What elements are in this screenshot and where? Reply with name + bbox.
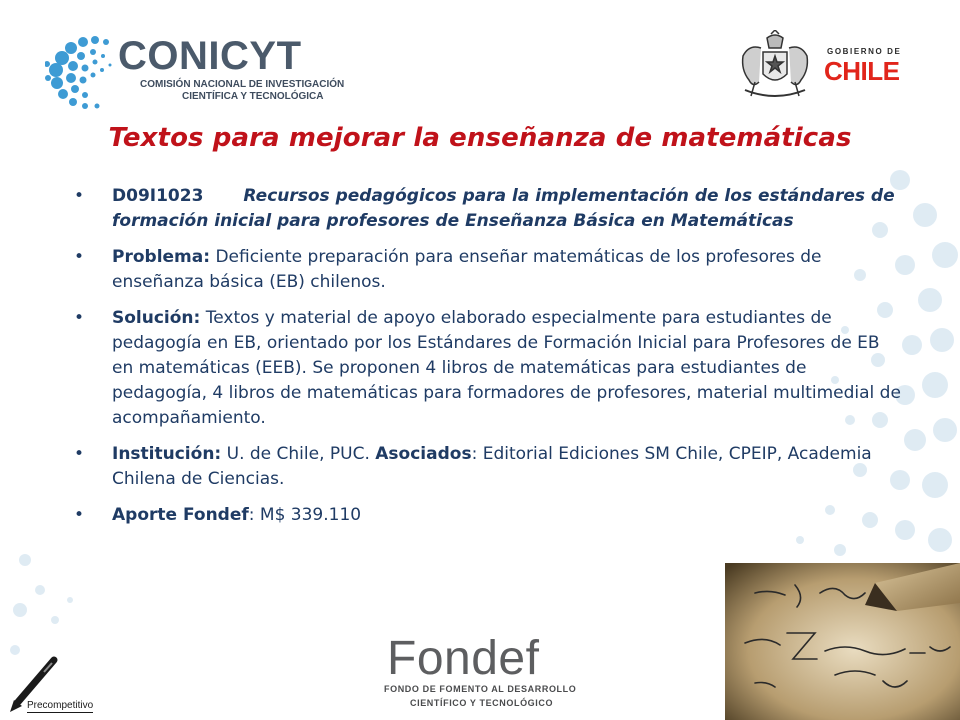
bullet-list: [74, 184, 904, 539]
gobierno-de-label: GOBIERNO DE: [827, 47, 902, 56]
bullet-aporte: [74, 503, 904, 528]
precompetitivo-label: Precompetitivo: [27, 700, 94, 711]
bullet-project: [74, 184, 904, 234]
math-formula-photo: [725, 563, 960, 720]
conicyt-name: CONICYT: [118, 34, 302, 78]
bullet-institucion: [74, 442, 904, 492]
bullet-problema: [74, 245, 904, 295]
chile-coat-of-arms-icon: [735, 30, 815, 105]
bullet-solucion: [74, 306, 904, 431]
project-code: D09I1023: [112, 186, 204, 206]
conicyt-subtitle-line1: COMISIÓN NACIONAL DE INVESTIGACIÓN: [140, 79, 345, 90]
aporte-label: Aporte Fondef: [112, 505, 249, 525]
institucion-label: Institución:: [112, 444, 222, 464]
conicyt-subtitle-line2: CIENTÍFICA Y TECNOLÓGICA: [182, 91, 324, 102]
aporte-text: : M$ 339.110: [248, 505, 362, 525]
project-title: Recursos pedagógicos para la implementación de los estándares de formación inicial para profesores de Enseñanza Básica en Matemáticas: [112, 186, 895, 231]
fondef-logo-name: Fondef: [387, 632, 540, 685]
fondef-subtitle-line2: CIENTÍFICO Y TECNOLÓGICO: [410, 698, 554, 708]
chile-label: CHILE: [824, 56, 900, 86]
slide-title: Textos para mejorar la enseñanza de matemáticas: [108, 123, 852, 153]
institucion-text: U. de Chile, PUC.: [221, 444, 376, 464]
solucion-label: Solución:: [112, 308, 201, 328]
problema-label: Problema:: [112, 247, 211, 267]
solucion-text: Textos y material de apoyo elaborado especialmente para estudiantes de pedagogía en EB, orientado por los Estándares de Formación Inicial para Profesores de EB en matemáticas (EEB). Se proponen 4 libros de matemáticas para estudiantes de pedagogía, 4 libros de matemáticas para formadores de profesores, material multimedial de acompañamiento.: [112, 308, 901, 428]
problema-text: Deficiente preparación para enseñar matemáticas de los profesores de enseñanza básica (EB) chilenos.: [112, 247, 822, 292]
fondef-subtitle-line1: FONDO DE FOMENTO AL DESARROLLO: [384, 684, 577, 694]
asociados-text: : Editorial Ediciones SM Chile, CPEIP, Academia Chilena de Ciencias.: [112, 444, 872, 489]
asociados-label: Asociados: [375, 444, 472, 464]
